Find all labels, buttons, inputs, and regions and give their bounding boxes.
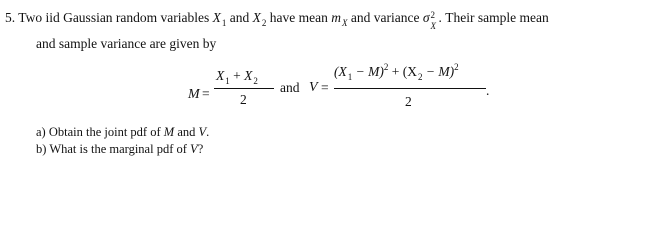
equation-v-denominator: 2 — [405, 94, 412, 109]
mean-symbol: $m_X$ — [331, 10, 348, 28]
equation-v-equals: = — [321, 80, 329, 95]
part-a-label: a) — [36, 125, 46, 139]
equation-v-numerator: $(X_1 - M)^2 + (X_2 - M)^2$ — [334, 62, 459, 82]
equation-m-equals: = — [202, 86, 210, 101]
equation-period: . — [486, 83, 490, 98]
problem-text-end: . Their sample mean — [438, 10, 549, 25]
equation-and-word: and — [280, 80, 300, 95]
equation-m-denominator: 2 — [240, 92, 247, 107]
problem-number: 5. — [5, 10, 16, 25]
part-b-label: b) — [36, 142, 47, 156]
problem-have-mean: have mean — [269, 10, 328, 25]
var-x1: $X_1$ — [212, 10, 227, 28]
equation-m-fraction-bar — [214, 88, 274, 89]
problem-text-intro: Two iid Gaussian random variables — [18, 10, 210, 25]
part-b-text: What is the marginal pdf of — [49, 142, 187, 156]
variance-symbol: σ 2 X — [422, 10, 437, 31]
problem-statement-line-1 — [5, 10, 549, 31]
part-a-text: Obtain the joint pdf of — [48, 125, 161, 139]
problem-statement-line-2: and sample variance are given by — [36, 36, 217, 51]
equation-v-fraction-bar — [334, 88, 486, 89]
equation-m-label: M — [188, 87, 200, 102]
part-a: a) Obtain the joint pdf of M and V. — [36, 125, 210, 139]
equation-m-numerator: $X_1 + X_2$ — [216, 68, 258, 86]
var-x2: $X_2$ — [252, 10, 267, 28]
part-b: b) What is the marginal pdf of V? — [36, 142, 204, 156]
problem-and-variance: and variance — [350, 10, 420, 25]
equation-v-label: V — [309, 80, 318, 95]
problem-and-1: and — [229, 10, 250, 25]
